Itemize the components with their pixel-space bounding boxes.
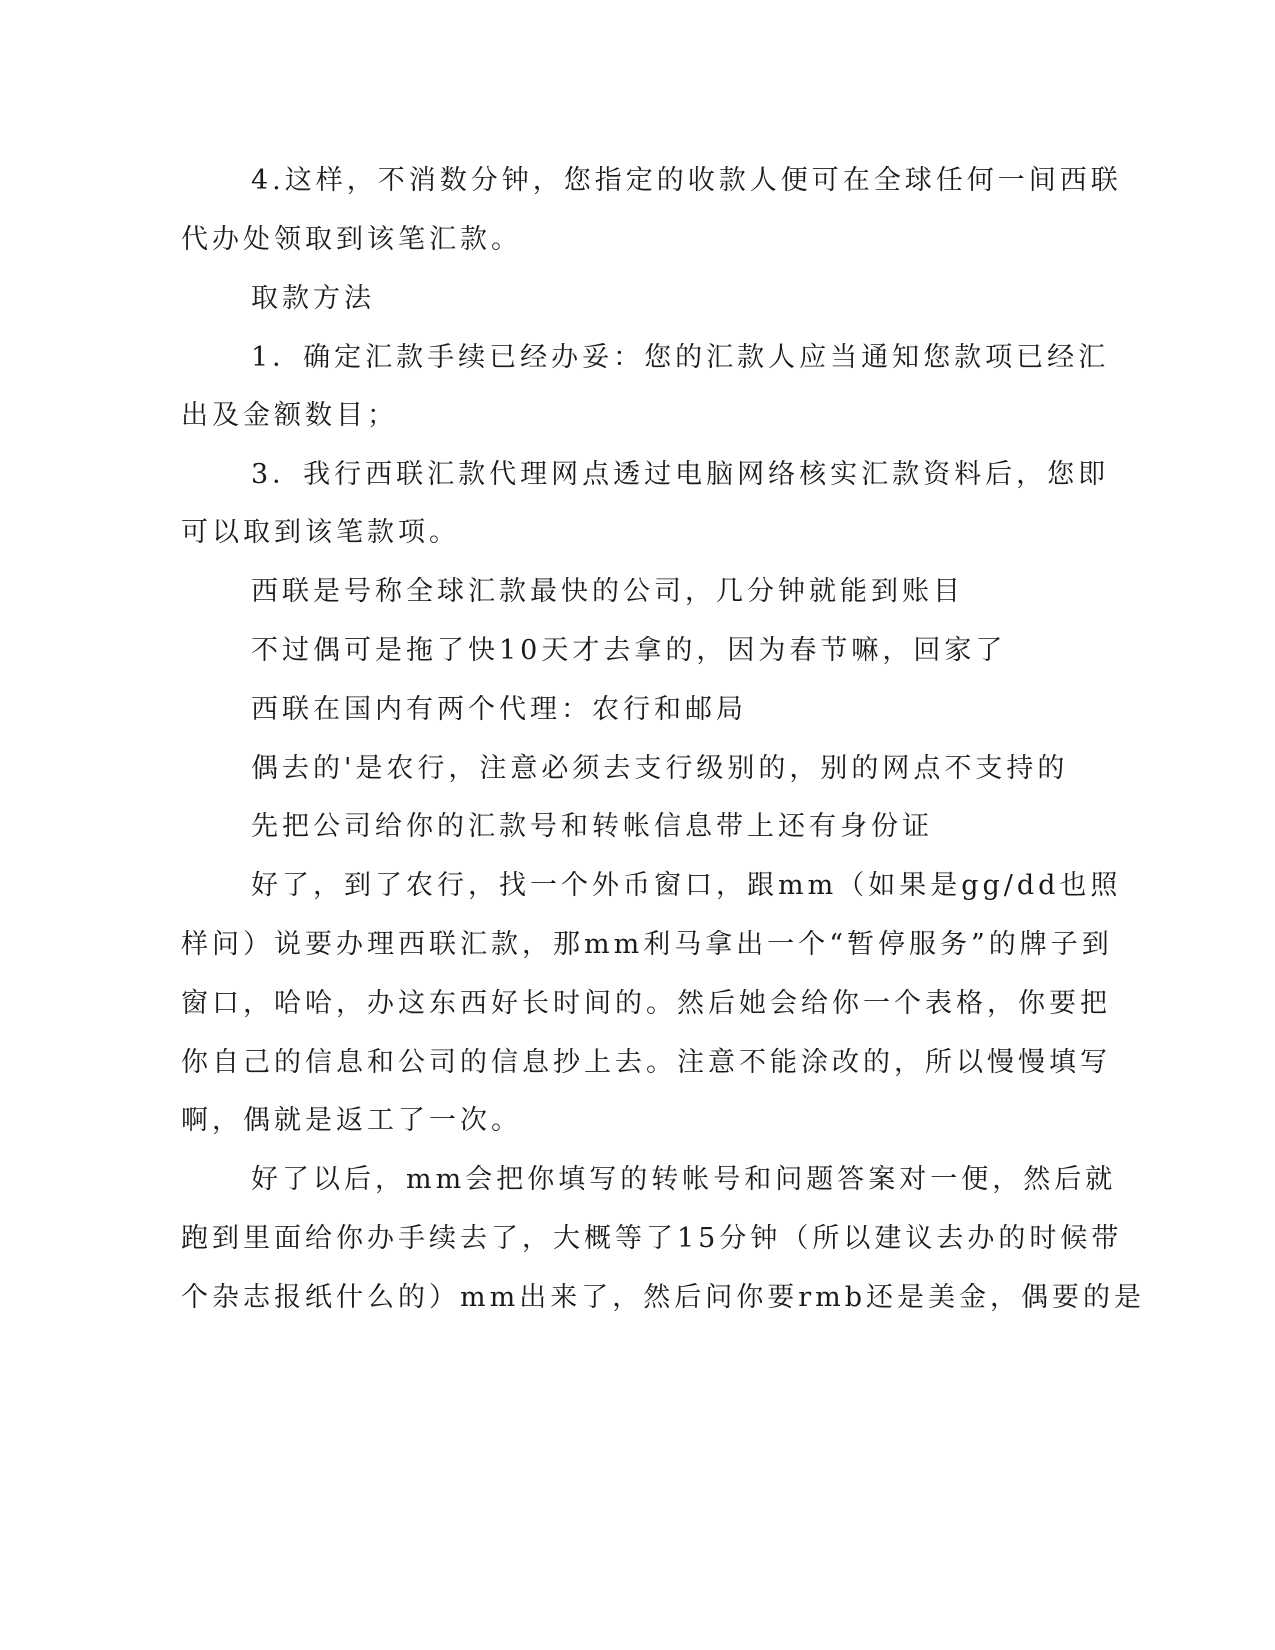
paragraph-line-20: 个杂志报纸什么的）mm出来了，然后问你要rmb还是美金，偶要的是 — [181, 1282, 1145, 1313]
paragraph-line-2: 代办处领取到该笔汇款。 — [181, 224, 522, 255]
paragraph-line-1: 4.这样，不消数分钟，您指定的收款人便可在全球任何一间西联 — [251, 165, 1122, 196]
paragraph-line-6: 3．我行西联汇款代理网点透过电脑网络核实汇款资料后，您即 — [251, 459, 1110, 490]
paragraph-line-19: 跑到里面给你办手续去了，大概等了15分钟（所以建议去办的时候带 — [181, 1223, 1123, 1254]
paragraph-line-13: 好了，到了农行，找一个外币窗口，跟mm（如果是gg/dd也照 — [251, 870, 1122, 901]
paragraph-line-14: 样问）说要办理西联汇款，那mm利马拿出一个“暂停服务”的牌子到 — [181, 929, 1113, 960]
paragraph-line-12: 先把公司给你的汇款号和转帐信息带上还有身份证 — [251, 811, 933, 842]
paragraph-line-11: 偶去的'是农行，注意必须去支行级别的，别的网点不支持的 — [251, 753, 1069, 784]
paragraph-line-17: 啊，偶就是返工了一次。 — [181, 1105, 522, 1136]
paragraph-line-9: 不过偶可是拖了快10天才去拿的，因为春节嘛，回家了 — [251, 635, 1007, 666]
paragraph-line-15: 窗口，哈哈，办这东西好长时间的。然后她会给你一个表格，你要把 — [181, 988, 1111, 1019]
section-heading: 取款方法 — [251, 283, 375, 314]
paragraph-line-8: 西联是号称全球汇款最快的公司，几分钟就能到账目 — [251, 576, 964, 607]
paragraph-line-4: 1．确定汇款手续已经办妥：您的汇款人应当通知您款项已经汇 — [251, 342, 1110, 373]
paragraph-line-10: 西联在国内有两个代理：农行和邮局 — [251, 694, 747, 725]
paragraph-line-18: 好了以后，mm会把你填写的转帐号和问题答案对一便，然后就 — [251, 1164, 1117, 1195]
paragraph-line-16: 你自己的信息和公司的信息抄上去。注意不能涂改的，所以慢慢填写 — [181, 1047, 1111, 1078]
paragraph-line-5: 出及金额数目； — [181, 400, 398, 431]
paragraph-line-7: 可以取到该笔款项。 — [181, 517, 460, 548]
